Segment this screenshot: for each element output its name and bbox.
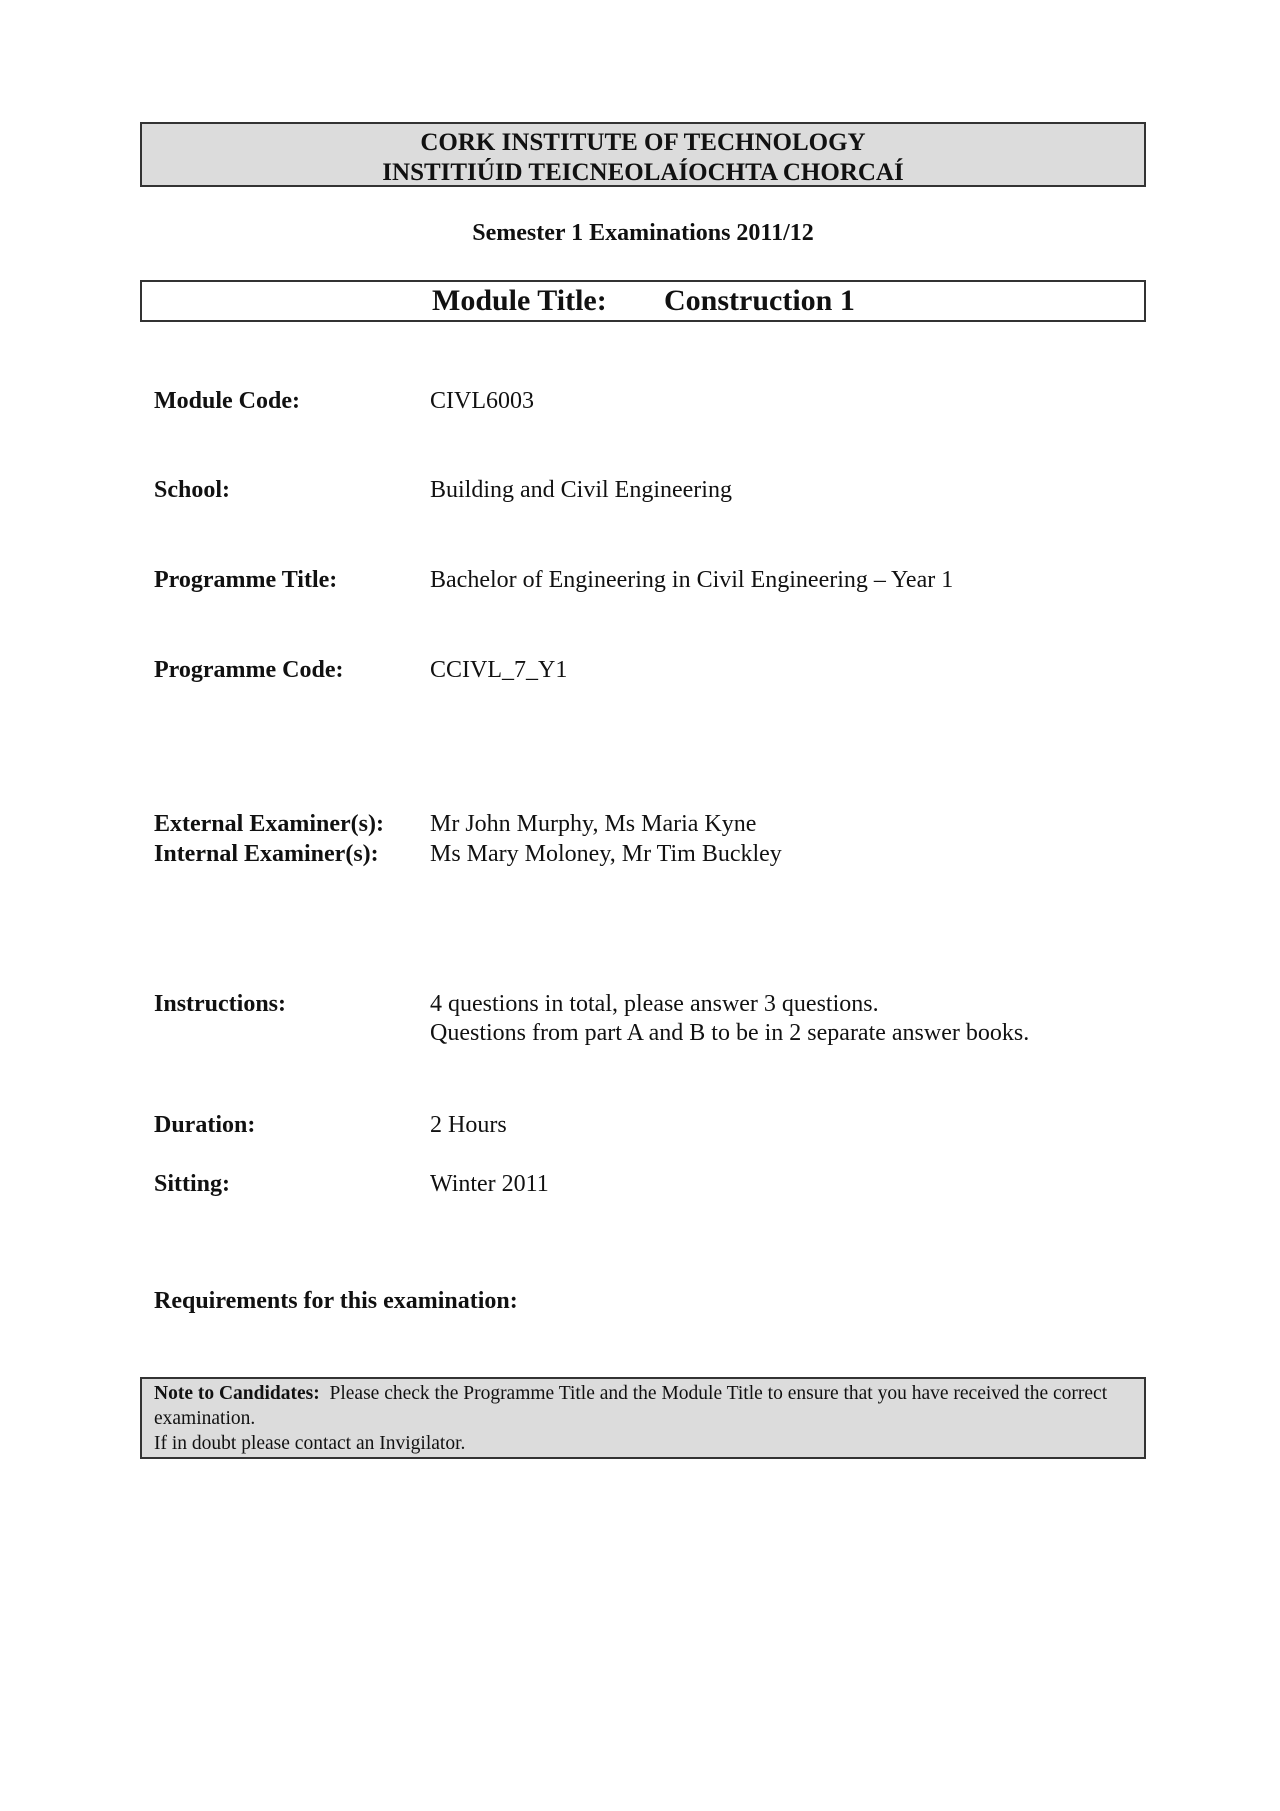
internal-examiners-label: Internal Examiner(s): — [154, 841, 379, 867]
note-text-line — [154, 1381, 1132, 1431]
external-examiners-label: External Examiner(s): — [154, 811, 384, 837]
school-label: School: — [154, 477, 231, 503]
sitting-label: Sitting: — [154, 1171, 231, 1197]
sitting-value: Winter 2011 — [430, 1171, 549, 1197]
school-value: Building and Civil Engineering — [430, 477, 732, 503]
module-title-value: Construction 1 — [664, 284, 855, 317]
instructions-line-1: 4 questions in total, please answer 3 questions. — [430, 991, 879, 1017]
module-code-value: CIVL6003 — [430, 388, 534, 414]
external-examiners-value: Mr John Murphy, Ms Maria Kyne — [430, 811, 757, 837]
instructions-label: Instructions: — [154, 991, 287, 1017]
programme-title-label: Programme Title: — [154, 567, 338, 593]
requirements-heading: Requirements for this examination: — [154, 1288, 518, 1314]
note-to-candidates-box — [140, 1377, 1146, 1459]
instructions-line-2: Questions from part A and B to be in 2 separate answer books. — [430, 1020, 1030, 1046]
module-code-label: Module Code: — [154, 388, 300, 414]
duration-value: 2 Hours — [430, 1112, 507, 1138]
note-text-2: If in doubt please contact an Invigilator. — [154, 1433, 466, 1454]
institution-name-irish: INSTITIÚID TEICNEOLAÍOCHTA CHORCAÍ — [382, 159, 904, 186]
duration-label: Duration: — [154, 1112, 256, 1138]
note-text: Please check the Programme Title and the Module Title to ensure that you have received the correct examination. — [154, 1383, 1108, 1429]
programme-code-value: CCIVL_7_Y1 — [430, 657, 568, 683]
programme-title-value: Bachelor of Engineering in Civil Engineering – Year 1 — [430, 567, 954, 593]
programme-code-label: Programme Code: — [154, 657, 344, 683]
institution-header — [140, 122, 1146, 187]
note-label: Note to Candidates: — [154, 1383, 320, 1404]
institution-name-english: CORK INSTITUTE OF TECHNOLOGY — [420, 129, 866, 156]
internal-examiners-value: Ms Mary Moloney, Mr Tim Buckley — [430, 841, 782, 867]
semester-heading: Semester 1 Examinations 2011/12 — [472, 220, 814, 246]
module-title-label: Module Title: — [432, 284, 607, 317]
module-title-box — [140, 280, 1146, 322]
